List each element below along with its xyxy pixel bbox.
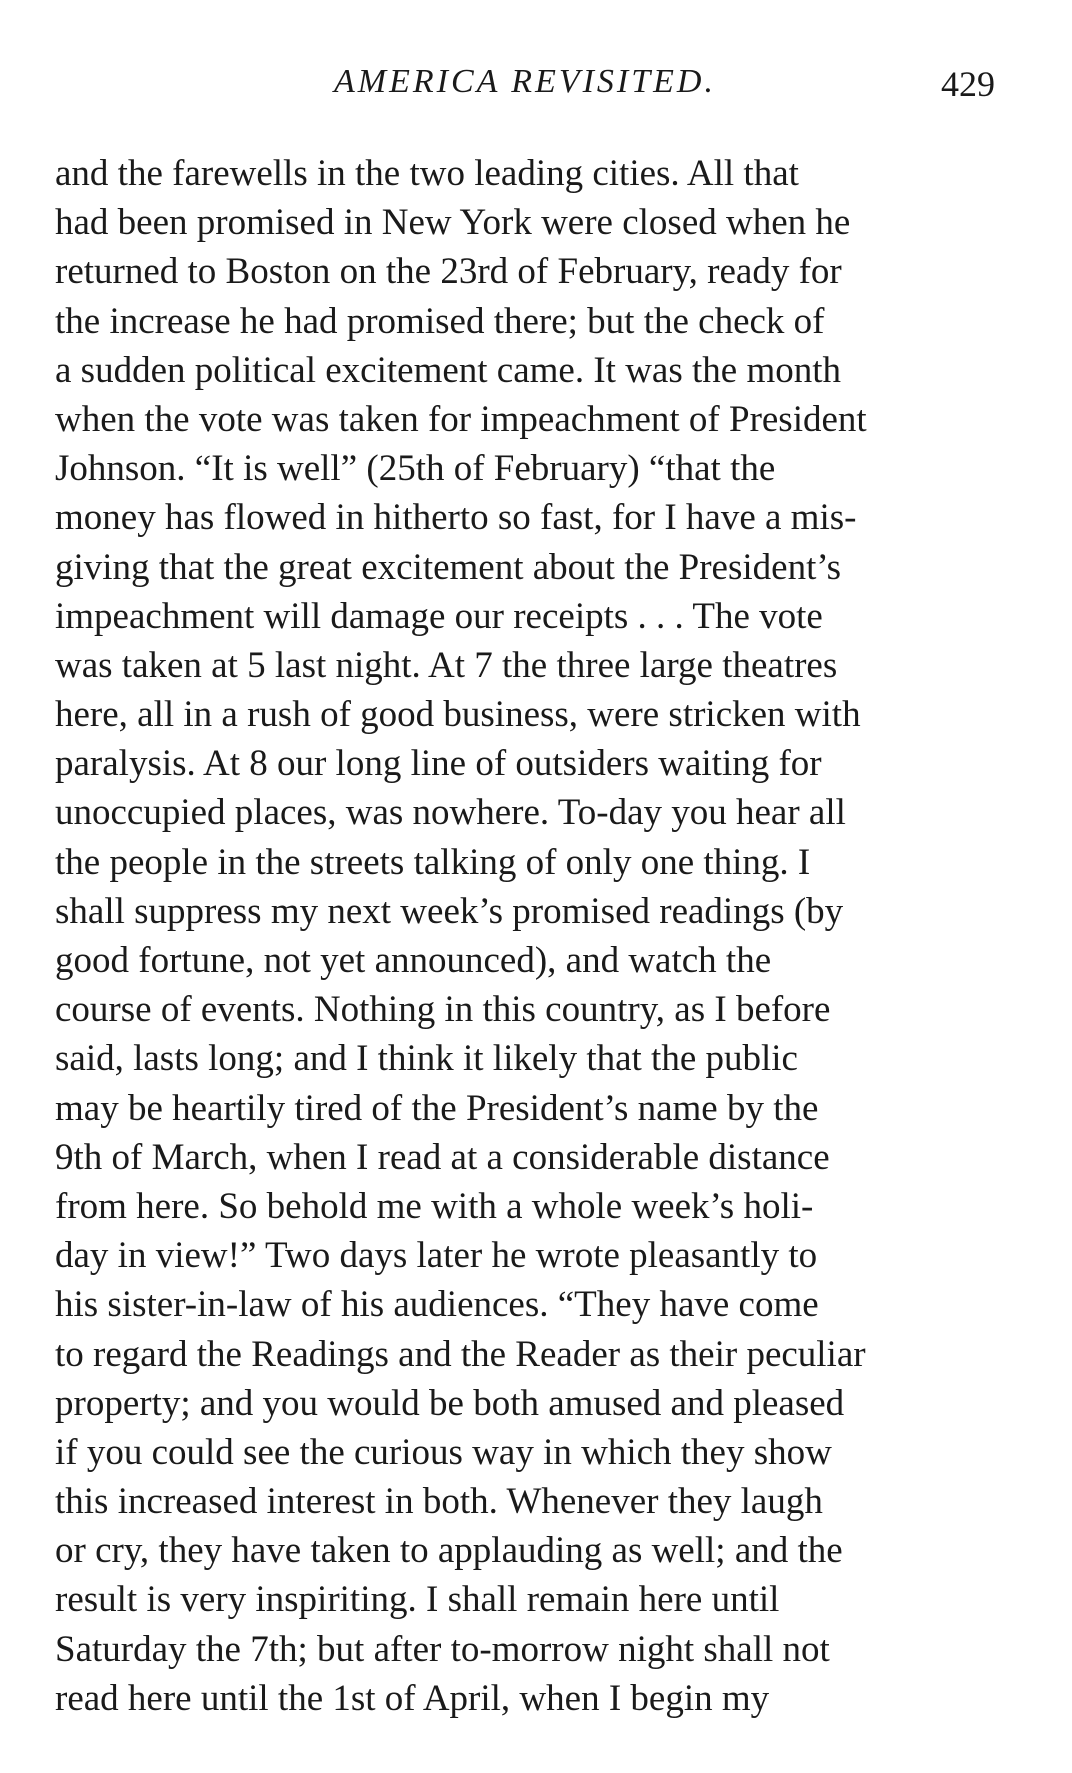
body-text [55, 149, 995, 1723]
text-line: good fortune, not yet announced), and watch the [55, 940, 772, 981]
text-line: his sister-in-law of his audiences. “They have come [55, 1284, 819, 1326]
text-line: day in view!” Two days later he wrote pleasantly to [55, 1235, 818, 1277]
text-line: a sudden political excitement came. It was the month [55, 349, 841, 391]
text-line: or cry, they have taken to applauding as well; and the [55, 1530, 843, 1572]
text-line: shall suppress my next week’s promised readings (by [55, 890, 844, 932]
text-line: course of events. Nothing in this country, as I before [55, 989, 831, 1031]
text-line: Johnson. “It is well” (25th of February) “that the [55, 448, 776, 490]
text-line: unoccupied places, was nowhere. To-day you hear all [55, 792, 846, 834]
text-line: said, lasts long; and I think it likely that the public [55, 1038, 798, 1080]
text-line: was taken at 5 last night. At 7 the three large theatres [55, 644, 838, 686]
text-line: if you could see the curious way in which they show [55, 1431, 832, 1473]
text-line: money has flowed in hitherto so fast, for I have a mis- [55, 497, 857, 539]
text-line: property; and you would be both amused and pleased [55, 1382, 845, 1424]
running-header [55, 62, 995, 112]
text-line: had been promised in New York were closed when he [55, 202, 851, 244]
text-line: the people in the streets talking of only one thing. I [55, 841, 811, 883]
page-number: 429 [941, 64, 995, 104]
text-line: to regard the Readings and the Reader as their peculiar [55, 1333, 866, 1375]
text-line: returned to Boston on the 23rd of February, ready for [55, 251, 842, 293]
text-line: this increased interest in both. Whenever they laugh [55, 1481, 823, 1523]
text-line: and the farewells in the two leading cities. All that [55, 153, 799, 194]
text-line: here, all in a rush of good business, were stricken with [55, 694, 861, 736]
text-line: may be heartily tired of the President’s name by the [55, 1087, 819, 1129]
text-line: from here. So behold me with a whole week’s holi- [55, 1185, 814, 1227]
text-line: read here until the 1st of April, when I begin my [55, 1677, 770, 1719]
running-title: AMERICA REVISITED. [334, 63, 716, 100]
text-line: 9th of March, when I read at a considerable distance [55, 1136, 830, 1178]
text-line: paralysis. At 8 our long line of outsiders waiting for [55, 743, 822, 785]
text-line: impeachment will damage our receipts . . . The vote [55, 595, 823, 637]
text-line: the increase he had promised there; but the check of [55, 300, 825, 342]
text-line: result is very inspiriting. I shall remain here until [55, 1579, 780, 1621]
text-line: Saturday the 7th; but after to-morrow night shall not [55, 1628, 830, 1670]
text-line: when the vote was taken for impeachment of President [55, 398, 867, 440]
text-line: giving that the great excitement about the President’s [55, 546, 842, 588]
